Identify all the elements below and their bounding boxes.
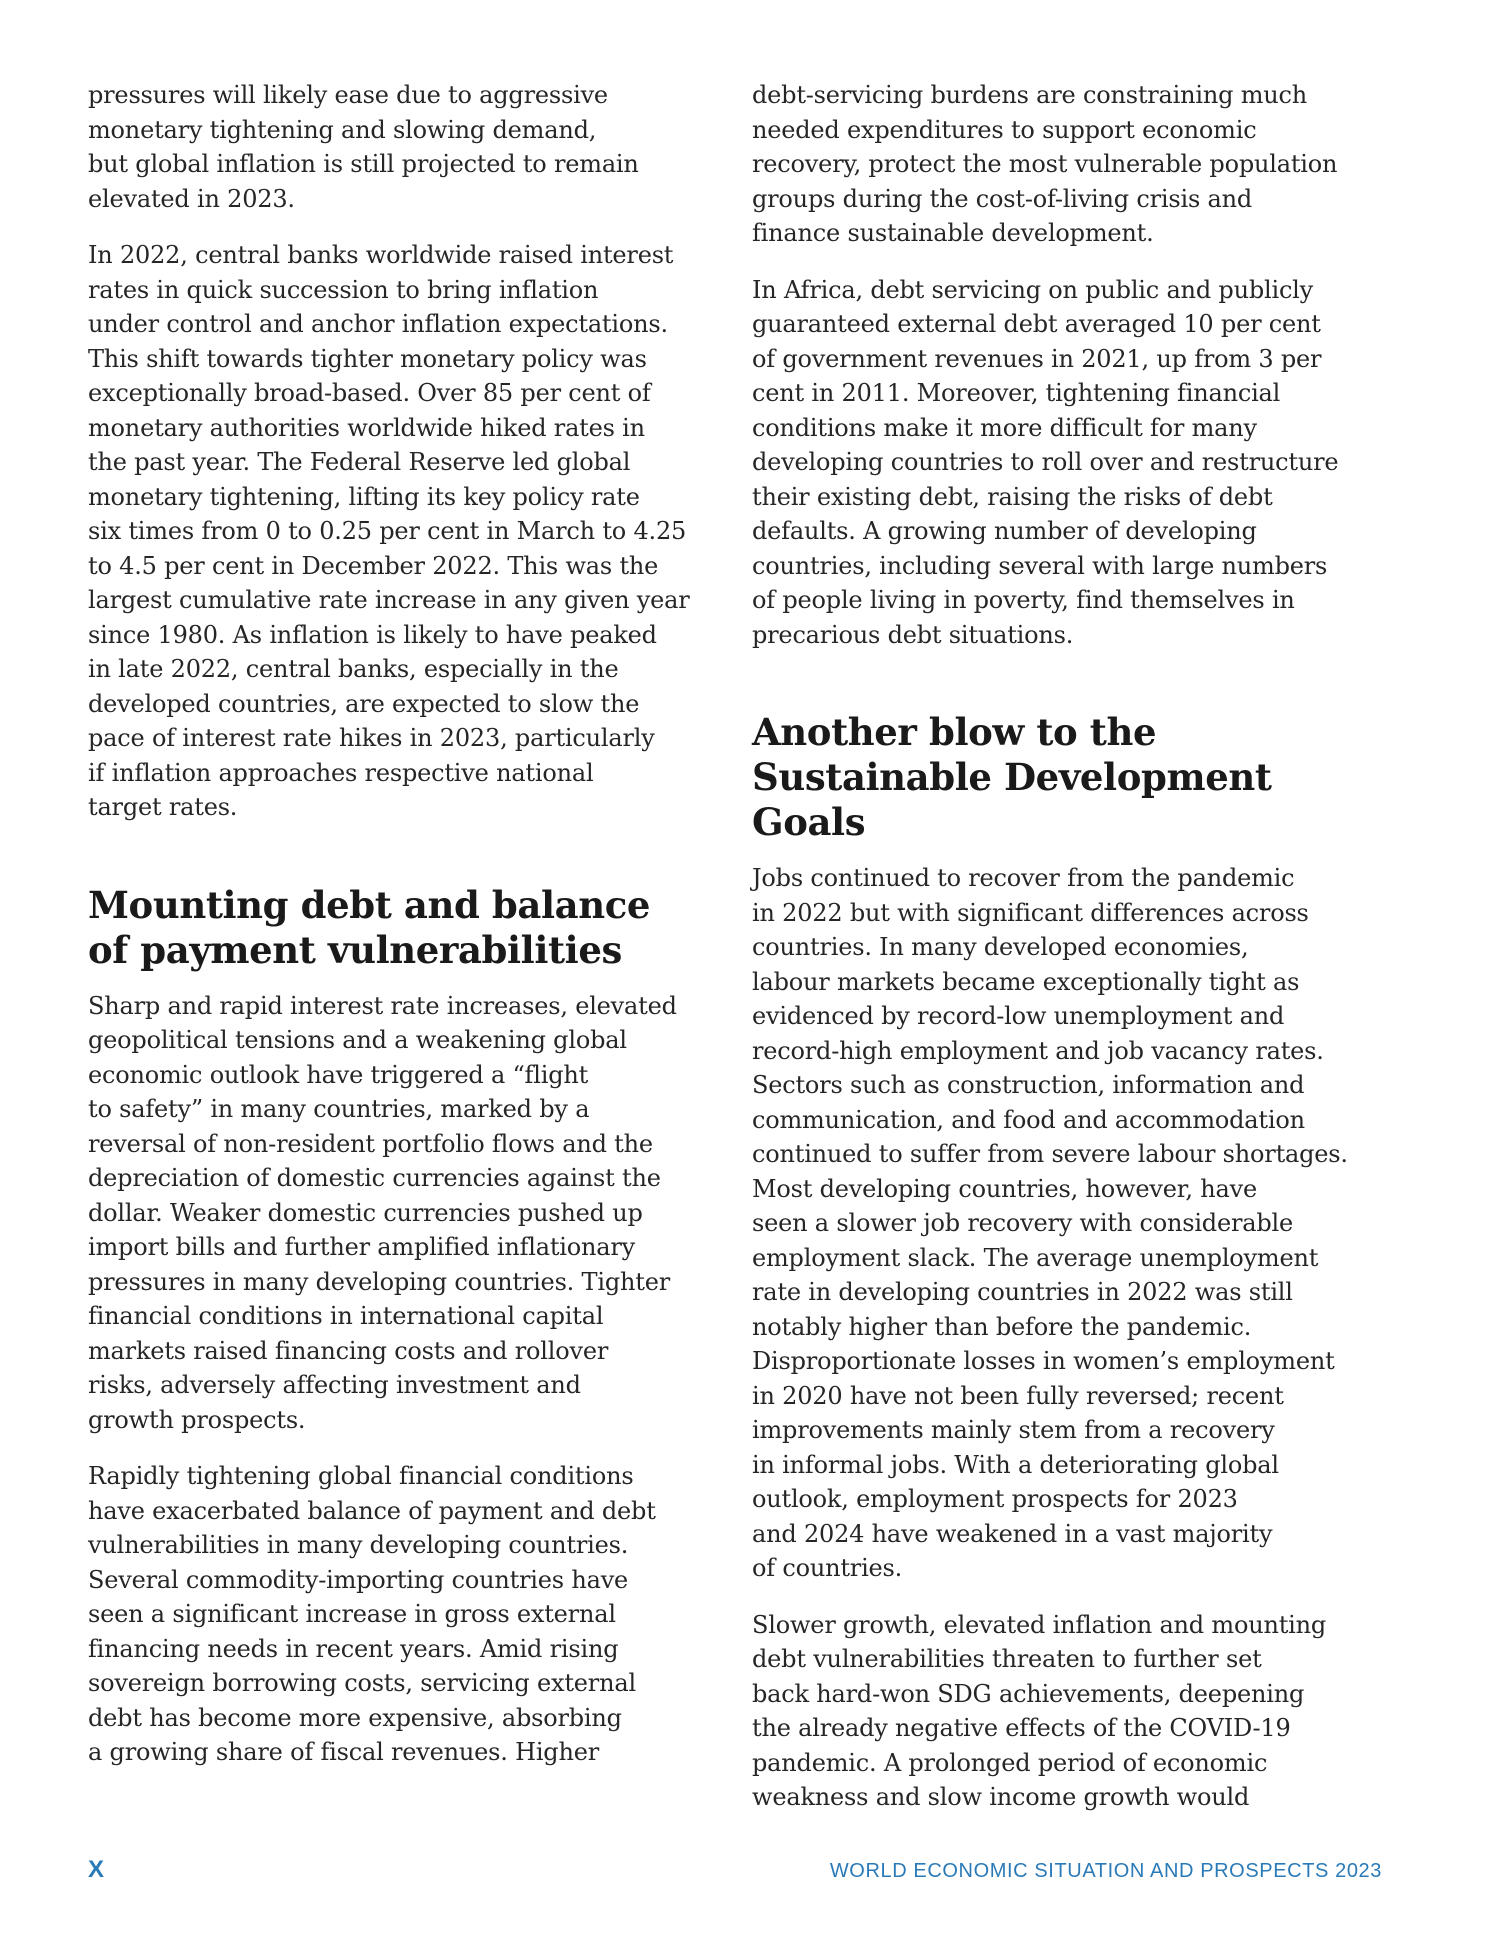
section-spacer — [88, 847, 718, 883]
section-heading-debt: Mounting debt and balance of payment vulnerabilities — [88, 882, 650, 972]
right-paragraph-2: In Africa, debt servicing on public and publicly guaranteed external debt averaged 10 per cent of government revenues in 2021, up from 3 per cent in 2011. Moreover, tightening financial conditions make it more difficult for many developing countries to roll over and restructure their existing debt, raising the risks of debt defaults. A growing number of developing countries, including several with large numbers of people living in poverty, find themselves in precarious debt situations. — [752, 275, 1339, 649]
right-paragraph-4: Slower growth, elevated inflation and mounting debt vulnerabilities threaten to further set back hard-won SDG achievements, deepening the already negative effects of the COVID-19 pandemic. A prolonged period of economic weakness and slow income growth would — [752, 1610, 1327, 1811]
page-number: X — [88, 1856, 105, 1883]
section-spacer — [752, 674, 1382, 710]
section-heading-sdg: Another blow to the Sustainable Development Goals — [752, 710, 1272, 844]
right-paragraph-1: debt-servicing burdens are constraining much needed expenditures to support economic recovery, protect the most vulnerable population groups during the cost-of-living crisis and finance sustainable development. — [752, 81, 1338, 247]
left-paragraph-1: pressures will likely ease due to aggressive monetary tightening and slowing demand, but global inflation is still projected to remain elevated in 2023. — [88, 81, 639, 213]
left-column — [88, 78, 718, 1792]
publication-title: WORLD ECONOMIC SITUATION AND PROSPECTS 2023 — [829, 1860, 1382, 1882]
left-paragraph-3: Sharp and rapid interest rate increases, elevated geopolitical tensions and a weakening global economic outlook have triggered a “flight to safety” in many countries, marked by a reversal of non-resident portfolio flows and the depreciation of domestic currencies against the dollar. Weaker domestic currencies pushed up import bills and further amplified inflationary pressures in many developing countries. Tighter financial conditions in international capital markets raised financing costs and rollover risks, adversely affecting investment and growth prospects. — [88, 991, 677, 1434]
left-paragraph-2: In 2022, central banks worldwide raised interest rates in quick succession to bring inflation under control and anchor inflation expectations. This shift towards tighter monetary policy was exceptionally broad-based. Over 85 per cent of monetary authorities worldwide hiked rates in the past year. The Federal Reserve led global monetary tightening, lifting its key policy rate six times from 0 to 0.25 per cent in March to 4.25 to 4.5 per cent in December 2022. This was the largest cumulative rate increase in any given year since 1980. As inflation is likely to have peaked in late 2022, central banks, especially in the developed countries, are expected to slow the pace of interest rate hikes in 2023, particularly if inflation approaches respective national target rates. — [88, 241, 690, 821]
right-column — [752, 78, 1382, 1837]
left-paragraph-4: Rapidly tightening global financial conditions have exacerbated balance of payment and debt vulnerabilities in many developing countries. Several commodity-importing countries have seen a significant increase in gross external financing needs in recent years. Amid rising sovereign borrowing costs, servicing external debt has become more expensive, absorbing a growing share of fiscal revenues. Higher — [88, 1462, 656, 1766]
right-paragraph-3: Jobs continued to recover from the pandemic in 2022 but with significant differences across countries. In many developed economies, labour markets became exceptionally tight as evidenced by record-low unemployment and record-high employment and job vacancy rates. Sectors such as construction, information and communication, and food and accommodation continued to suffer from severe labour shortages. Most developing countries, however, have seen a slower job recovery with considerable employment slack. The average unemployment rate in developing countries in 2022 was still notably higher than before the pandemic. Disproportionate losses in women’s employment in 2020 have not been fully reversed; recent improvements mainly stem from a recovery in informal jobs. With a deteriorating global outlook, employment prospects for 2023 and 2024 have weakened in a vast majority of countries. — [752, 864, 1348, 1582]
